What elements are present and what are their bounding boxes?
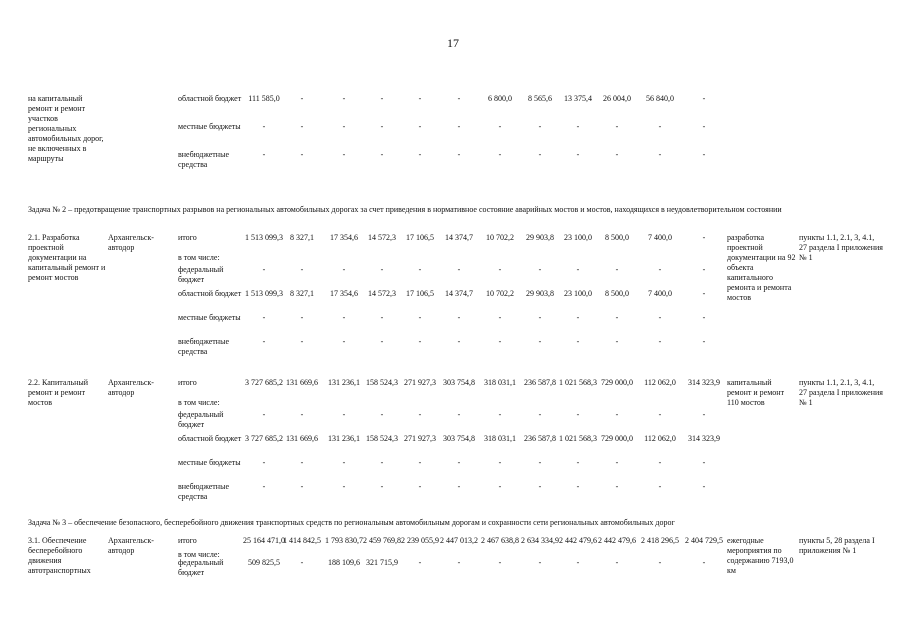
table-row bbox=[0, 150, 905, 172]
value-cell: - bbox=[615, 337, 619, 346]
result: ежегодные мероприятия по содержанию 7193,0 км bbox=[727, 536, 794, 575]
row-label: в том числе: bbox=[178, 398, 220, 407]
value-cell: - bbox=[702, 265, 706, 274]
value-cell: - bbox=[418, 122, 422, 131]
value-cell: 8 500,0 bbox=[605, 289, 629, 298]
row-label: местные бюджеты bbox=[178, 458, 241, 467]
value-cell: - bbox=[538, 313, 542, 322]
value-cell: - bbox=[300, 482, 304, 491]
value-cell: - bbox=[380, 337, 384, 346]
row-label: итого bbox=[178, 536, 197, 545]
value-cell: - bbox=[576, 458, 580, 467]
value-cell: - bbox=[538, 337, 542, 346]
value-cell: - bbox=[457, 410, 461, 419]
row-label: областной бюджет bbox=[178, 289, 242, 298]
row-label: итого bbox=[178, 233, 197, 242]
value-cell: - bbox=[538, 265, 542, 274]
value-cell: 131 669,6 bbox=[286, 378, 318, 387]
value-cell: - bbox=[342, 313, 346, 322]
value-cell: - bbox=[380, 410, 384, 419]
value-cell: 2 467 638,8 bbox=[481, 536, 519, 545]
result: разработка проектной документации на 92 объекта капитального ремонта и ремонта мостов bbox=[727, 233, 796, 302]
value-cell: - bbox=[418, 94, 422, 103]
value-cell: - bbox=[418, 410, 422, 419]
value-cell: - bbox=[498, 337, 502, 346]
value-cell: - bbox=[498, 410, 502, 419]
row-label: областной бюджет bbox=[178, 94, 242, 103]
item-name: на капитальный ремонт и ремонт участков региональных автомобильных дорог, не включенных в маршруты bbox=[28, 94, 104, 163]
value-cell: - bbox=[300, 313, 304, 322]
value-cell: - bbox=[262, 313, 266, 322]
value-cell: - bbox=[658, 265, 662, 274]
value-cell: - bbox=[380, 94, 384, 103]
task-3-heading: Задача № 3 – обеспечение безопасного, бесперебойного движения транспортных средств по региональным автомобильным дорогам и сохранности сети региональных автомобильных дорог bbox=[28, 518, 675, 527]
value-cell: 3 727 685,2 bbox=[245, 434, 283, 443]
value-cell: - bbox=[615, 150, 619, 159]
value-cell: - bbox=[498, 122, 502, 131]
value-cell: 1 021 568,3 bbox=[559, 378, 597, 387]
value-cell: - bbox=[342, 482, 346, 491]
value-cell: 2 404 729,5 bbox=[685, 536, 723, 545]
value-cell: 131 236,1 bbox=[328, 378, 360, 387]
value-cell: 17 354,6 bbox=[330, 289, 358, 298]
value-cell: 2 442 479,6 bbox=[598, 536, 636, 545]
value-cell: - bbox=[457, 458, 461, 467]
value-cell: 2 634 334,9 bbox=[521, 536, 559, 545]
value-cell: - bbox=[380, 313, 384, 322]
value-cell: 8 327,1 bbox=[290, 233, 314, 242]
value-cell: - bbox=[615, 122, 619, 131]
value-cell: - bbox=[576, 265, 580, 274]
value-cell: 271 927,3 bbox=[404, 434, 436, 443]
result: капитальный ремонт и ремонт 110 мостов bbox=[727, 378, 785, 407]
value-cell: - bbox=[702, 482, 706, 491]
value-cell: - bbox=[342, 94, 346, 103]
value-cell: - bbox=[300, 558, 304, 567]
row-label: в том числе: bbox=[178, 550, 220, 559]
table-row bbox=[0, 410, 905, 432]
value-cell: - bbox=[300, 410, 304, 419]
item-name: 2.1. Разработка проектной документации на капитальный ремонт и ремонт мостов bbox=[28, 233, 106, 282]
value-cell: - bbox=[457, 337, 461, 346]
value-cell: - bbox=[702, 558, 706, 567]
value-cell: - bbox=[498, 458, 502, 467]
value-cell: - bbox=[576, 150, 580, 159]
value-cell: - bbox=[262, 122, 266, 131]
value-cell: - bbox=[498, 558, 502, 567]
value-cell: 2 447 013,2 bbox=[440, 536, 478, 545]
value-cell: - bbox=[342, 337, 346, 346]
value-cell: 303 754,8 bbox=[443, 378, 475, 387]
value-cell: 7 400,0 bbox=[648, 289, 672, 298]
value-cell: - bbox=[418, 150, 422, 159]
value-cell: - bbox=[262, 265, 266, 274]
value-cell: - bbox=[342, 265, 346, 274]
value-cell: - bbox=[380, 122, 384, 131]
value-cell: 56 840,0 bbox=[646, 94, 674, 103]
value-cell: 3 727 685,2 bbox=[245, 378, 283, 387]
value-cell: - bbox=[498, 313, 502, 322]
row-label: областной бюджет bbox=[178, 434, 242, 443]
value-cell: - bbox=[615, 410, 619, 419]
value-cell: - bbox=[457, 558, 461, 567]
value-cell: - bbox=[418, 558, 422, 567]
value-cell: - bbox=[658, 337, 662, 346]
value-cell: - bbox=[498, 482, 502, 491]
value-cell: 131 669,6 bbox=[286, 434, 318, 443]
value-cell: - bbox=[658, 482, 662, 491]
value-cell: 13 375,4 bbox=[564, 94, 592, 103]
value-cell: 7 400,0 bbox=[648, 233, 672, 242]
value-cell: 112 062,0 bbox=[644, 434, 676, 443]
value-cell: - bbox=[498, 265, 502, 274]
value-cell: - bbox=[418, 265, 422, 274]
value-cell: - bbox=[538, 558, 542, 567]
value-cell: - bbox=[300, 94, 304, 103]
table-row bbox=[0, 458, 905, 480]
value-cell: - bbox=[615, 458, 619, 467]
value-cell: 10 702,2 bbox=[486, 233, 514, 242]
reference: пункты 1.1, 2.1, 3, 4.1, 27 раздела I приложения № 1 bbox=[799, 378, 883, 407]
value-cell: 1 513 099,3 bbox=[245, 289, 283, 298]
value-cell: - bbox=[498, 150, 502, 159]
value-cell: - bbox=[576, 558, 580, 567]
row-label: в том числе: bbox=[178, 253, 220, 262]
value-cell: 14 572,3 bbox=[368, 289, 396, 298]
value-cell: - bbox=[576, 122, 580, 131]
value-cell: 1 414 842,5 bbox=[283, 536, 321, 545]
value-cell: 509 825,5 bbox=[248, 558, 280, 567]
table-row bbox=[0, 434, 905, 456]
value-cell: - bbox=[380, 150, 384, 159]
value-cell: 17 106,5 bbox=[406, 289, 434, 298]
value-cell: - bbox=[380, 458, 384, 467]
value-cell: 29 903,8 bbox=[526, 233, 554, 242]
value-cell: - bbox=[300, 458, 304, 467]
value-cell: 17 106,5 bbox=[406, 233, 434, 242]
value-cell: - bbox=[702, 122, 706, 131]
table-row bbox=[0, 482, 905, 504]
value-cell: - bbox=[702, 410, 706, 419]
value-cell: 8 565,6 bbox=[528, 94, 552, 103]
value-cell: 318 031,1 bbox=[484, 378, 516, 387]
top-block bbox=[0, 94, 905, 184]
value-cell: - bbox=[576, 337, 580, 346]
value-cell: - bbox=[457, 150, 461, 159]
value-cell: - bbox=[702, 150, 706, 159]
value-cell: 1 021 568,3 bbox=[559, 434, 597, 443]
value-cell: 314 323,9 bbox=[688, 378, 720, 387]
value-cell: 158 524,3 bbox=[366, 434, 398, 443]
value-cell: 236 587,8 bbox=[524, 378, 556, 387]
value-cell: 8 327,1 bbox=[290, 289, 314, 298]
value-cell: - bbox=[615, 265, 619, 274]
value-cell: - bbox=[538, 458, 542, 467]
value-cell: - bbox=[262, 410, 266, 419]
executor: Архангельск-автодор bbox=[108, 233, 154, 252]
value-cell: - bbox=[262, 337, 266, 346]
value-cell: 29 903,8 bbox=[526, 289, 554, 298]
value-cell: - bbox=[658, 313, 662, 322]
value-cell: - bbox=[457, 122, 461, 131]
value-cell: 14 572,3 bbox=[368, 233, 396, 242]
value-cell: - bbox=[342, 150, 346, 159]
value-cell: - bbox=[262, 150, 266, 159]
value-cell: 111 585,0 bbox=[248, 94, 280, 103]
value-cell: - bbox=[262, 458, 266, 467]
value-cell: - bbox=[576, 410, 580, 419]
value-cell: 303 754,8 bbox=[443, 434, 475, 443]
value-cell: - bbox=[702, 233, 706, 242]
value-cell: - bbox=[615, 558, 619, 567]
value-cell: 318 031,1 bbox=[484, 434, 516, 443]
value-cell: - bbox=[658, 458, 662, 467]
row-label: местные бюджеты bbox=[178, 313, 241, 322]
reference: пункты 1.1, 2.1, 3, 4.1, 27 раздела I приложения № 1 bbox=[799, 233, 883, 262]
row-label: местные бюджеты bbox=[178, 122, 241, 131]
value-cell: 321 715,9 bbox=[366, 558, 398, 567]
value-cell: - bbox=[300, 122, 304, 131]
reference: пункты 5, 28 раздела I приложения № 1 bbox=[799, 536, 875, 555]
value-cell: - bbox=[262, 482, 266, 491]
value-cell: 8 500,0 bbox=[605, 233, 629, 242]
value-cell: - bbox=[658, 150, 662, 159]
value-cell: 17 354,6 bbox=[330, 233, 358, 242]
value-cell: - bbox=[538, 122, 542, 131]
value-cell: - bbox=[538, 482, 542, 491]
row-label: федеральный бюджет bbox=[178, 265, 224, 284]
value-cell: 314 323,9 bbox=[688, 434, 720, 443]
value-cell: 2 442 479,6 bbox=[559, 536, 597, 545]
table-row bbox=[0, 337, 905, 359]
value-cell: - bbox=[342, 122, 346, 131]
value-cell: - bbox=[702, 289, 706, 298]
value-cell: 23 100,0 bbox=[564, 233, 592, 242]
value-cell: 25 164 471,0 bbox=[243, 536, 285, 545]
value-cell: - bbox=[576, 313, 580, 322]
value-cell: - bbox=[457, 313, 461, 322]
value-cell: - bbox=[538, 410, 542, 419]
value-cell: 236 587,8 bbox=[524, 434, 556, 443]
value-cell: 271 927,3 bbox=[404, 378, 436, 387]
row-label: внебюджетные средства bbox=[178, 150, 229, 169]
value-cell: - bbox=[658, 122, 662, 131]
item-2-2 bbox=[0, 378, 905, 508]
value-cell: 2 459 769,8 bbox=[363, 536, 401, 545]
item-name: 3.1. Обеспечение бесперебойного движения автотранспортных bbox=[28, 536, 91, 575]
value-cell: - bbox=[418, 337, 422, 346]
value-cell: 2 418 296,5 bbox=[641, 536, 679, 545]
executor: Архангельск-автодор bbox=[108, 536, 154, 555]
row-label: внебюджетные средства bbox=[178, 337, 229, 356]
value-cell: - bbox=[658, 410, 662, 419]
value-cell: 14 374,7 bbox=[445, 289, 473, 298]
value-cell: - bbox=[380, 482, 384, 491]
item-name: 2.2. Капитальный ремонт и ремонт мостов bbox=[28, 378, 89, 407]
value-cell: - bbox=[702, 94, 706, 103]
value-cell: 6 800,0 bbox=[488, 94, 512, 103]
value-cell: - bbox=[615, 482, 619, 491]
value-cell: 2 239 055,9 bbox=[401, 536, 439, 545]
value-cell: 1 513 099,3 bbox=[245, 233, 283, 242]
item-3-1 bbox=[0, 536, 905, 596]
table-row bbox=[0, 94, 905, 116]
table-row bbox=[0, 122, 905, 144]
value-cell: - bbox=[418, 313, 422, 322]
value-cell: - bbox=[342, 458, 346, 467]
value-cell: - bbox=[702, 458, 706, 467]
value-cell: 10 702,2 bbox=[486, 289, 514, 298]
value-cell: - bbox=[457, 482, 461, 491]
value-cell: 729 000,0 bbox=[601, 434, 633, 443]
row-label: федеральный бюджет bbox=[178, 410, 224, 429]
task-2-heading: Задача № 2 – предотвращение транспортных разрывов на региональных автомобильных дорогах за счет приведения в нормативное состояние аварийных мостов и мостов, находящихся в неудовлетворительном состоянии bbox=[28, 205, 782, 214]
value-cell: 112 062,0 bbox=[644, 378, 676, 387]
value-cell: 729 000,0 bbox=[601, 378, 633, 387]
row-label: внебюджетные средства bbox=[178, 482, 229, 501]
value-cell: 14 374,7 bbox=[445, 233, 473, 242]
table-row bbox=[0, 313, 905, 335]
value-cell: - bbox=[300, 150, 304, 159]
value-cell: - bbox=[538, 150, 542, 159]
value-cell: - bbox=[300, 265, 304, 274]
item-2-1 bbox=[0, 233, 905, 363]
value-cell: - bbox=[380, 265, 384, 274]
value-cell: 131 236,1 bbox=[328, 434, 360, 443]
value-cell: 26 004,0 bbox=[603, 94, 631, 103]
value-cell: - bbox=[342, 410, 346, 419]
value-cell: - bbox=[576, 482, 580, 491]
value-cell: - bbox=[457, 94, 461, 103]
value-cell: - bbox=[300, 337, 304, 346]
value-cell: - bbox=[702, 337, 706, 346]
executor: Архангельск-автодор bbox=[108, 378, 154, 397]
page-number: 17 bbox=[447, 36, 459, 50]
row-label: итого bbox=[178, 378, 197, 387]
value-cell: 23 100,0 bbox=[564, 289, 592, 298]
value-cell: 1 793 830,7 bbox=[325, 536, 363, 545]
value-cell: - bbox=[418, 482, 422, 491]
value-cell: - bbox=[615, 313, 619, 322]
value-cell: - bbox=[658, 558, 662, 567]
row-label: федеральный бюджет bbox=[178, 558, 224, 577]
value-cell: - bbox=[702, 313, 706, 322]
value-cell: 158 524,3 bbox=[366, 378, 398, 387]
value-cell: 188 109,6 bbox=[328, 558, 360, 567]
value-cell: - bbox=[418, 458, 422, 467]
value-cell: - bbox=[457, 265, 461, 274]
